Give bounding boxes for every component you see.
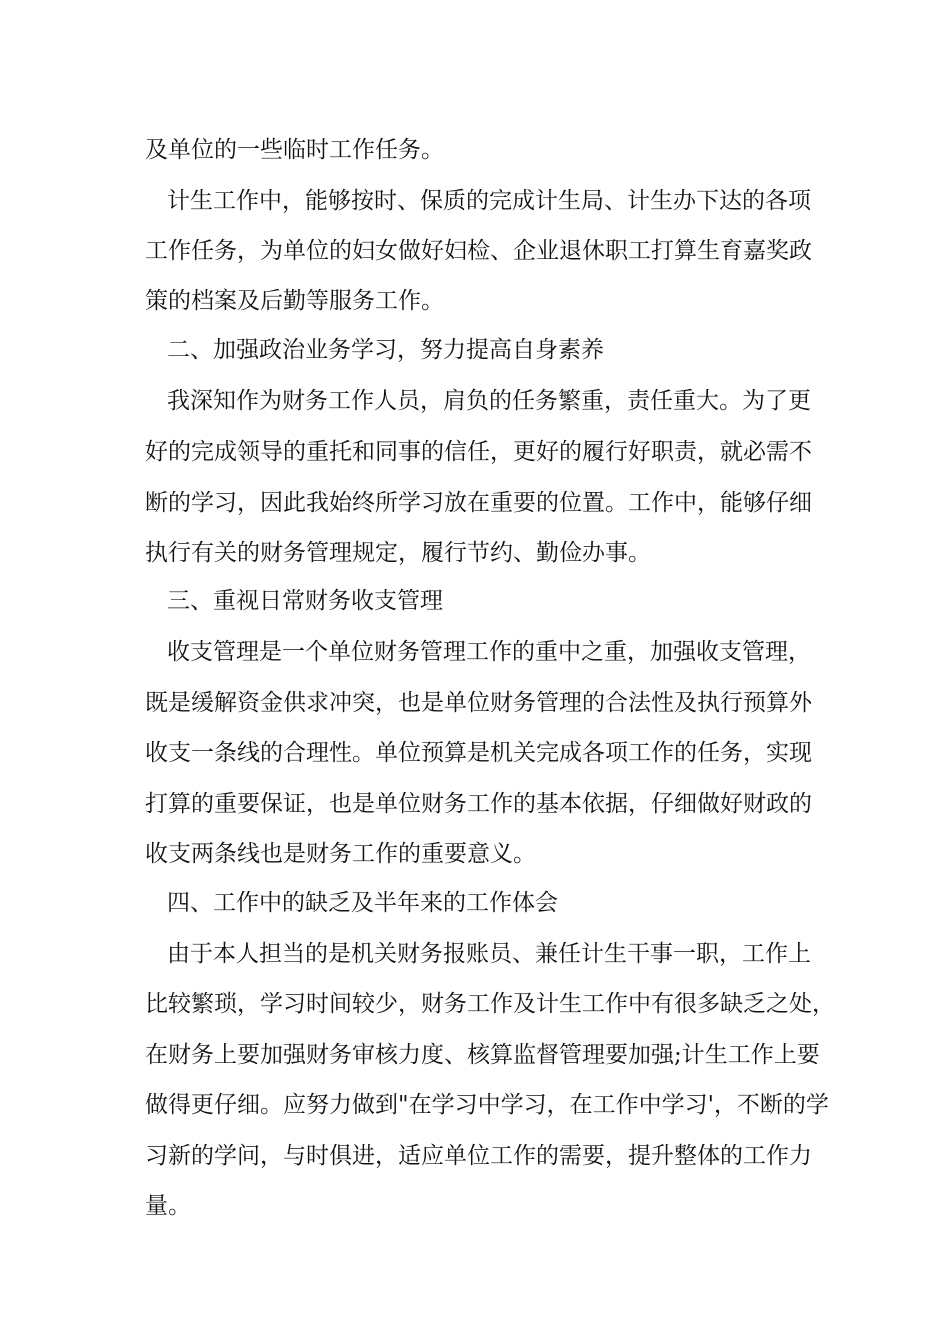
text-line-13: 收支一条线的合理性。单位预算是机关完成各项工作的任务，实现 xyxy=(145,740,812,766)
text-line-20: 做得更仔细。应努力做到"在学习中学习，在工作中学习'，不断的学 xyxy=(145,1092,829,1118)
text-line-4: 策的档案及后勤等服务工作。 xyxy=(145,288,444,314)
text-line-7: 好的完成领导的重托和同事的信任，更好的履行好职责，就必需不 xyxy=(145,439,812,465)
text-line-19: 在财务上要加强财务审核力度、核算监督管理要加强;计生工作上要 xyxy=(145,1042,820,1068)
text-line-14: 打算的重要保证，也是单位财务工作的基本依据，仔细做好财政的 xyxy=(145,791,812,817)
text-line-6: 我深知作为财务工作人员，肩负的任务繁重，责任重大。为了更 xyxy=(167,388,811,414)
text-line-9: 执行有关的财务管理规定，履行节约、勤俭办事。 xyxy=(145,540,651,566)
text-line-11: 收支管理是一个单位财务管理工作的重中之重，加强收支管理， xyxy=(167,639,811,665)
text-line-22: 量。 xyxy=(145,1193,191,1219)
text-line-2: 计生工作中，能够按时、保质的完成计生局、计生办下达的各项 xyxy=(167,188,811,214)
text-line-1: 及单位的一些临时工作任务。 xyxy=(145,137,444,163)
text-line-18: 比较繁琐，学习时间较少，财务工作及计生工作中有很多缺乏之处， xyxy=(145,991,835,1017)
section-heading-2: 二、加强政治业务学习，努力提高自身素养 xyxy=(167,337,604,363)
text-line-3: 工作任务，为单位的妇女做好妇检、企业退休职工打算生育嘉奖政 xyxy=(145,238,812,264)
text-line-8: 断的学习，因此我始终所学习放在重要的位置。工作中，能够仔细 xyxy=(145,490,812,516)
text-line-21: 习新的学问，与时俱进，适应单位工作的需要，提升整体的工作力 xyxy=(145,1143,812,1169)
section-heading-4: 四、工作中的缺乏及半年来的工作体会 xyxy=(167,890,558,916)
text-line-15: 收支两条线也是财务工作的重要意义。 xyxy=(145,841,536,867)
text-line-12: 既是缓解资金供求冲突，也是单位财务管理的合法性及执行预算外 xyxy=(145,690,812,716)
section-heading-3: 三、重视日常财务收支管理 xyxy=(167,588,443,614)
text-line-17: 由于本人担当的是机关财务报账员、兼任计生干事一职，工作上 xyxy=(167,941,811,967)
